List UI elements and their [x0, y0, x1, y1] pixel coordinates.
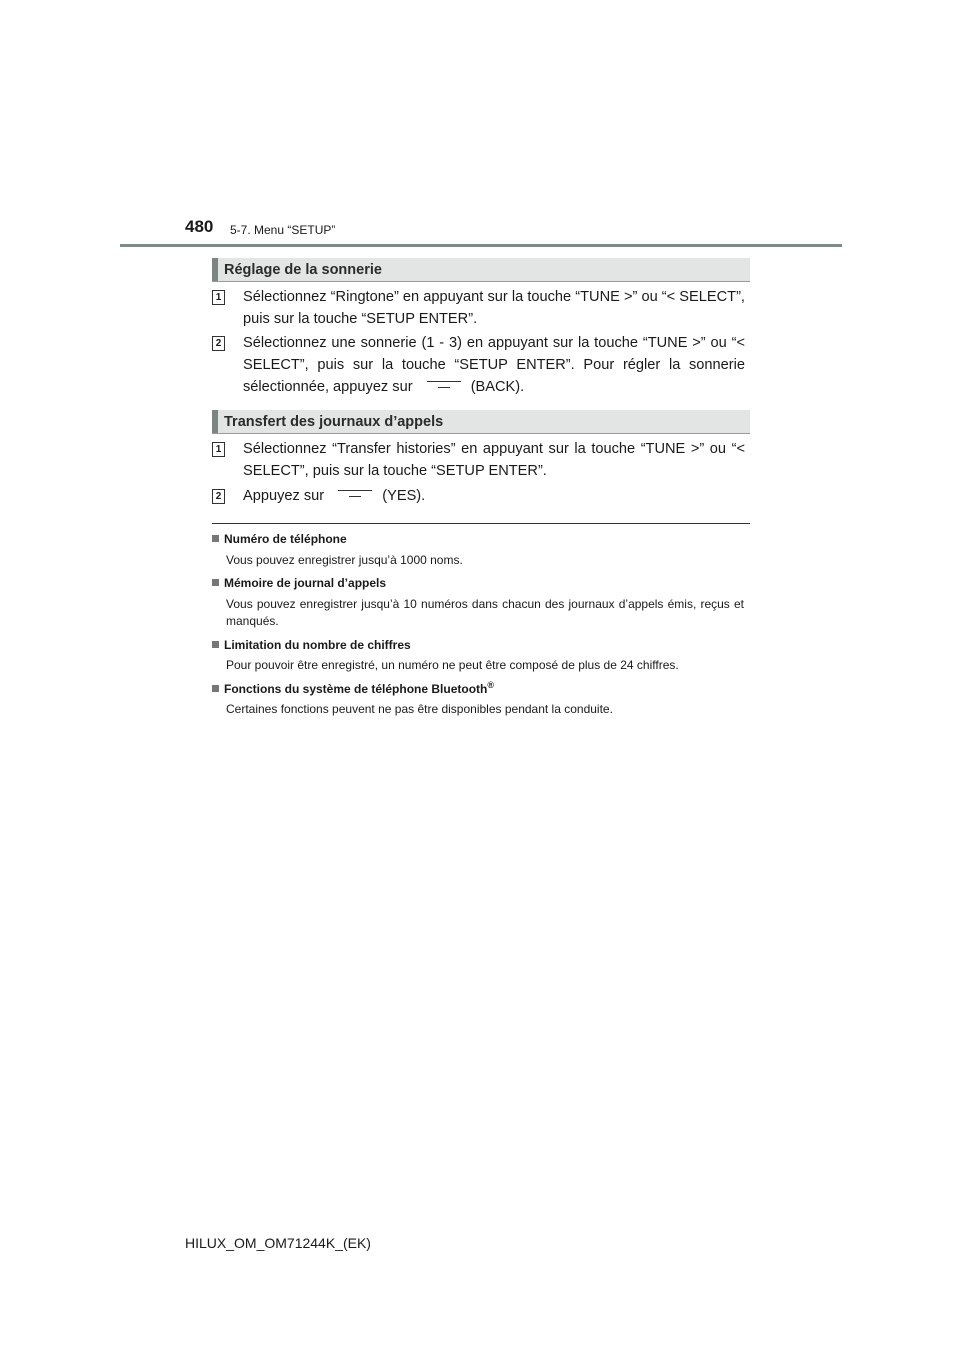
- section-bar: [212, 258, 218, 281]
- chapter-title: 5-7. Menu “SETUP”: [230, 223, 336, 237]
- step-badge: 2: [212, 336, 225, 351]
- step-text-after: (YES).: [382, 488, 426, 504]
- note-text: Vous pouvez enregistrer jusqu’à 1000 noms.: [226, 553, 463, 567]
- section-header-transfer: [212, 410, 750, 434]
- bullet-square-icon: [212, 535, 219, 542]
- step-text: [243, 485, 745, 507]
- note-title: [212, 638, 411, 652]
- note-title-text: Mémoire de journal d’appels: [224, 576, 387, 590]
- back-button-icon: [427, 381, 461, 392]
- note-title: [212, 576, 386, 590]
- note-title-text: Fonctions du système de téléphone Bluetooth: [224, 682, 488, 696]
- note-text: Vous pouvez enregistrer jusqu’à 10 numéros dans chacun des journaux d’appels émis, reçus et manqués.: [226, 597, 744, 628]
- note-title-text: Numéro de téléphone: [224, 532, 347, 546]
- section-bar: [212, 410, 218, 433]
- step-text: Sélectionnez “Ringtone” en appuyant sur la touche “TUNE >” ou “< SELECT”, puis sur la touche “SETUP ENTER”.: [243, 289, 745, 327]
- step-text: [243, 332, 745, 398]
- section-header-ringtone: [212, 258, 750, 282]
- note-title: [212, 532, 347, 546]
- note-title: [212, 680, 494, 696]
- note-title-text: Limitation du nombre de chiffres: [224, 638, 411, 652]
- bullet-square-icon: [212, 685, 219, 692]
- step-badge: 1: [212, 442, 225, 457]
- yes-button-icon: [338, 490, 372, 501]
- step-text-after: (BACK).: [470, 379, 525, 395]
- section-title: Transfert des journaux d’appels: [224, 414, 444, 430]
- step-text: Sélectionnez “Transfer histories” en appuyant sur la touche “TUNE >” ou “< SELECT”, puis sur la touche “SETUP ENTER”.: [243, 441, 745, 479]
- bullet-square-icon: [212, 641, 219, 648]
- step-badge: 2: [212, 489, 225, 504]
- section-title: Réglage de la sonnerie: [224, 262, 382, 278]
- bullet-square-icon: [212, 579, 219, 586]
- step-badge: 1: [212, 290, 225, 305]
- note-text: Pour pouvoir être enregistré, un numéro ne peut être composé de plus de 24 chiffres.: [226, 658, 679, 672]
- step-text-before: Sélectionnez une sonnerie (1 - 3) en appuyant sur la touche “TUNE >” ou “< SELECT”, puis sur la touche “SETUP ENTER”. Pour régler la sonnerie sélectionnée, appuyez sur: [243, 335, 745, 395]
- step-text-before: Appuyez sur: [243, 488, 325, 504]
- registered-mark: ®: [487, 680, 494, 690]
- document-code: HILUX_OM_OM71244K_(EK): [185, 1235, 371, 1251]
- header-divider: [120, 244, 842, 247]
- page-number: 480: [185, 217, 214, 236]
- note-text: Certaines fonctions peuvent ne pas être disponibles pendant la conduite.: [226, 702, 613, 716]
- notes-divider: [212, 523, 750, 524]
